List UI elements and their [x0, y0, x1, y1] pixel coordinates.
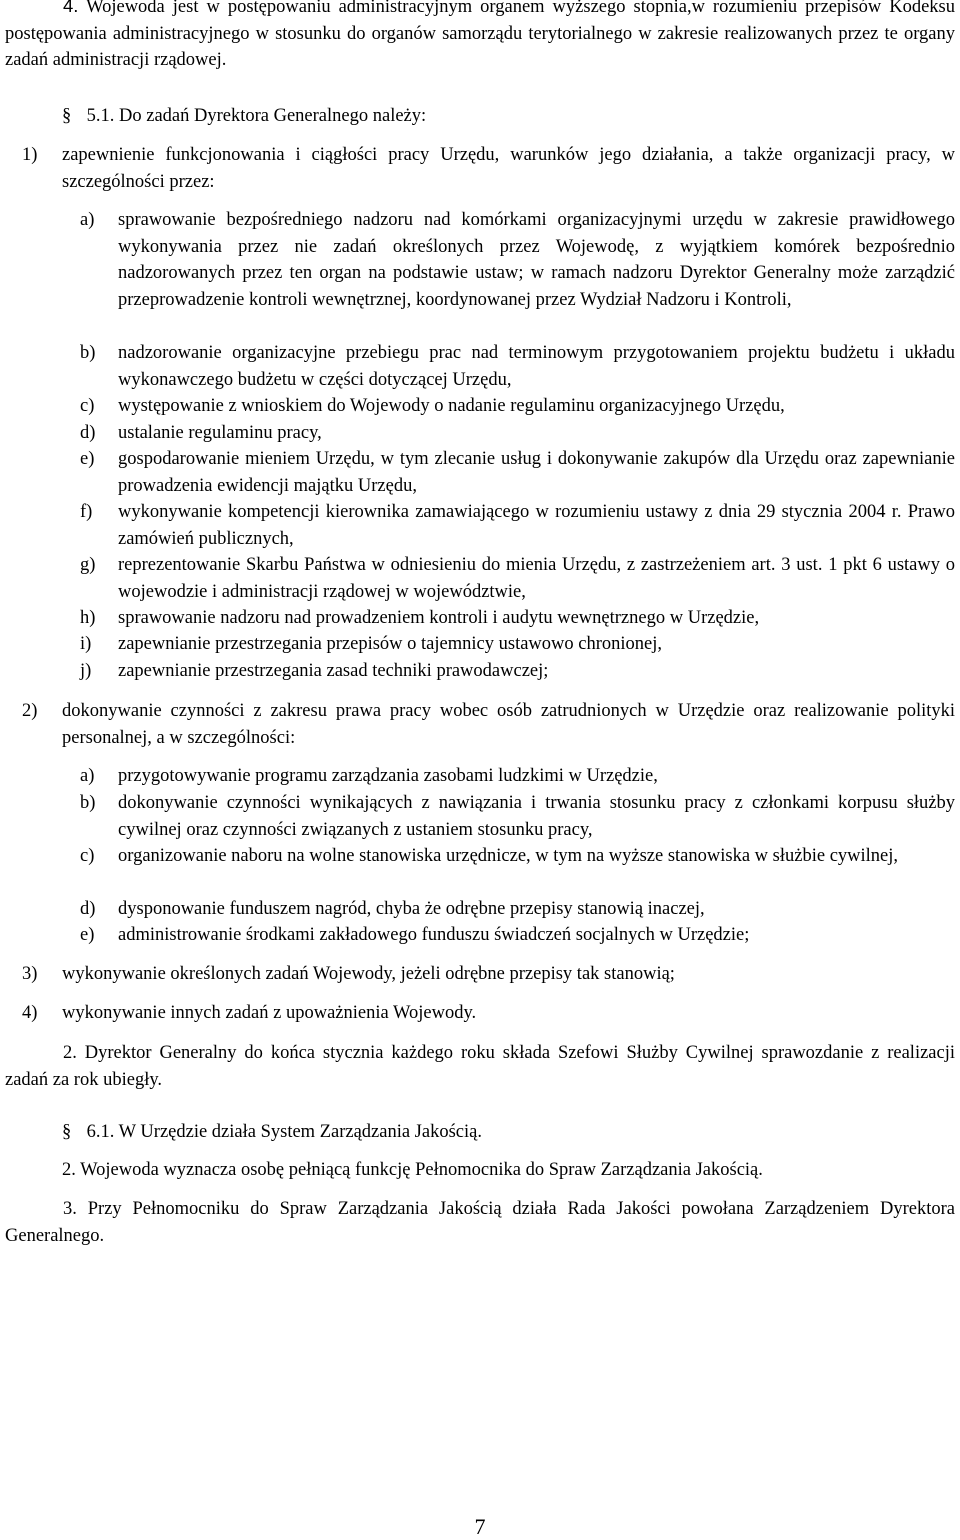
- sub-item-text: zapewnianie przestrzegania przepisów o tajemnicy ustawowo chronionej,: [118, 634, 662, 654]
- sub-item-label: g): [80, 555, 96, 575]
- sub-item-label: c): [80, 846, 95, 866]
- sub-item-2b: [80, 790, 955, 843]
- section-6-heading-text: 6.1. W Urzędzie działa System Zarządzania Jakością.: [86, 1122, 482, 1142]
- section-5-paragraph-2: 2. Dyrektor Generalny do końca stycznia każdego roku składa Szefowi Służby Cywilnej sprawozdanie z realizacji zadań za rok ubiegły.: [5, 1043, 955, 1090]
- sub-item-text: organizowanie naboru na wolne stanowiska urzędnicze, w tym na wyższe stanowiska w służbie cywilnej,: [118, 846, 899, 866]
- sub-item-label: h): [80, 608, 96, 628]
- sub-item-text: występowanie z wnioskiem do Wojewody o nadanie regulaminu organizacyjnego Urzędu,: [118, 396, 785, 416]
- sub-item-1a: [80, 207, 955, 313]
- list-item-text: zapewnienie funkcjonowania i ciągłości pracy Urzędu, warunków jego działania, a także organizacji pracy, w szczególności przez:: [62, 145, 955, 192]
- paragraph-4-text: Wojewoda jest w postępowaniu administracyjnym organem wyższego stopnia,w rozumieniu przepisów Kodeksu postępowania administracyjnego w stosunku do organów samorządu terytorialnego w zakresie realizowanych przez te organy zadań administracji rządowej.: [5, 0, 955, 70]
- sub-item-1d: [80, 420, 955, 447]
- list-item-1: [22, 142, 955, 195]
- sub-item-2a: [80, 763, 955, 790]
- list-item-4: [22, 1000, 955, 1027]
- list-item-text: dokonywanie czynności z zakresu prawa pracy wobec osób zatrudnionych w Urzędzie oraz realizowanie polityki personalnej, a w szczególności:: [62, 701, 955, 748]
- page-number: 7: [474, 1514, 486, 1539]
- sub-item-label: i): [80, 634, 92, 654]
- sub-item-text: dokonywanie czynności wynikających z nawiązania i trwania stosunku pracy z członkami korpusu służby cywilnej oraz czynności związanych z ustaniem stosunku pracy,: [118, 793, 955, 840]
- sub-item-1i: [80, 631, 955, 658]
- list-item-3: [22, 961, 955, 988]
- sub-item-text: przygotowywanie programu zarządzania zasobami ludzkimi w Urzędzie,: [118, 766, 658, 786]
- sub-item-text: nadzorowanie organizacyjne przebiegu prac nad terminowym przygotowaniem projektu budżetu i układu wykonawczego budżetu w części dotyczącej Urzędu,: [118, 343, 955, 390]
- section-6-heading: [62, 1119, 952, 1146]
- sub-item-label: b): [80, 793, 96, 813]
- list-item-number: 3): [22, 964, 38, 984]
- sub-item-1f: [80, 499, 955, 552]
- sub-item-label: a): [80, 210, 95, 230]
- sub-item-2d: [80, 896, 955, 923]
- sub-item-2c: [80, 843, 955, 870]
- sub-item-text: ustalanie regulaminu pracy,: [118, 423, 322, 443]
- sub-item-label: d): [80, 899, 96, 919]
- sub-item-1g: [80, 552, 955, 605]
- sub-item-1h: [80, 605, 955, 632]
- sub-item-text: dysponowanie funduszem nagród, chyba że odrębne przepisy stanowią inaczej,: [118, 899, 705, 919]
- list-item-number: 1): [22, 145, 38, 165]
- sub-item-label: e): [80, 925, 95, 945]
- list-item-2: [22, 698, 955, 751]
- section-sign: §: [62, 106, 72, 126]
- list-item-number: 4): [22, 1003, 38, 1023]
- sub-item-text: zapewnianie przestrzegania zasad techniki prawodawczej;: [118, 661, 549, 681]
- list-item-text: wykonywanie innych zadań z upoważnienia Wojewody.: [62, 1003, 477, 1023]
- sub-item-label: a): [80, 766, 95, 786]
- sub-item-label: d): [80, 423, 96, 443]
- sub-item-text: administrowanie środkami zakładowego funduszu świadczeń socjalnych w Urzędzie;: [118, 925, 750, 945]
- sub-item-text: sprawowanie nadzoru nad prowadzeniem kontroli i audytu wewnętrznego w Urzędzie,: [118, 608, 760, 628]
- section-6-paragraph-2: 2. Wojewoda wyznacza osobę pełniącą funkcję Pełnomocnika do Spraw Zarządzania Jakością.: [62, 1160, 763, 1180]
- sub-item-label: e): [80, 449, 95, 469]
- sub-item-label: f): [80, 502, 93, 522]
- list-item-number: 2): [22, 701, 38, 721]
- sub-item-label: b): [80, 343, 96, 363]
- section-6-paragraph-3: 3. Przy Pełnomocniku do Spraw Zarządzania Jakością działa Rada Jakości powołana Zarządzeniem Dyrektora Generalnego.: [5, 1199, 955, 1246]
- section-sign: §: [62, 1122, 72, 1142]
- paragraph-4: [5, 0, 955, 74]
- sub-item-1j: [80, 658, 955, 685]
- sub-item-2e: [80, 922, 955, 949]
- sub-item-text: gospodarowanie mieniem Urzędu, w tym zlecanie usług i dokonywanie zakupów dla Urzędu oraz zapewnianie prowadzenia ewidencji majątku Urzędu,: [118, 449, 955, 496]
- sub-item-text: reprezentowanie Skarbu Państwa w odniesieniu do mienia Urzędu, z zastrzeżeniem art. 3 ust. 1 pkt 6 ustawy o wojewodzie i administracji rządowej w województwie,: [118, 555, 955, 602]
- sub-item-1e: [80, 446, 955, 499]
- sub-item-text: wykonywanie kompetencji kierownika zamawiającego w rozumieniu ustawy z dnia 29 stycznia 2004 r. Prawo zamówień publicznych,: [118, 502, 955, 549]
- paragraph-4-number: 4.: [63, 0, 79, 16]
- section-5-heading: [62, 103, 942, 130]
- sub-item-text: sprawowanie bezpośredniego nadzoru nad komórkami organizacyjnymi urzędu w zakresie prawidłowego wykonywania przez nie zadań określonych przez Wojewodę, z wyjątkiem komórek bezpośrednio nadzorowanych przez ten organ na podstawie ustaw; w ramach nadzoru Dyrektor Generalny może zarządzić przeprowadzenie kontroli wewnętrznej, koordynowanej przez Wydział Nadzoru i Kontroli,: [118, 210, 955, 310]
- sub-item-1b: [80, 340, 955, 393]
- sub-item-label: j): [80, 661, 92, 681]
- list-item-text: wykonywanie określonych zadań Wojewody, jeżeli odrębne przepisy tak stanowią;: [62, 964, 675, 984]
- sub-item-label: c): [80, 396, 95, 416]
- sub-item-1c: [80, 393, 955, 420]
- section-5-heading-text: 5.1. Do zadań Dyrektora Generalnego należy:: [86, 106, 427, 126]
